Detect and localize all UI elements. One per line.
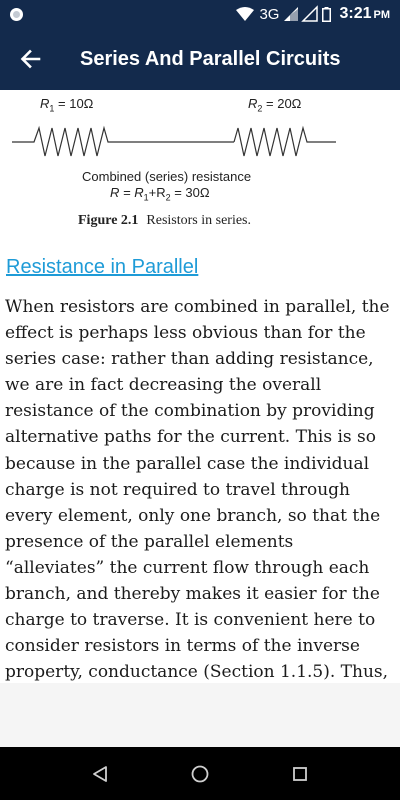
clock-ampm: PM: [373, 9, 390, 21]
network-type: 3G: [259, 5, 280, 23]
figure-number: Figure 2.1: [78, 213, 139, 228]
nav-home-icon: [190, 764, 210, 784]
r2-label: $R_2 = 20\Omega$: [248, 96, 302, 114]
arrow-back-icon: [20, 50, 40, 68]
clock-time: 3:21: [339, 5, 372, 22]
app-bar: [0, 28, 400, 90]
article-content: [0, 90, 400, 683]
nav-back-button[interactable]: [70, 747, 130, 800]
system-nav-bar: [0, 747, 400, 800]
no-signal-icon: [303, 7, 317, 21]
nav-recents-button[interactable]: [270, 747, 330, 800]
resistor-r2-zigzag: [234, 128, 336, 156]
nav-recents-icon: [292, 766, 308, 782]
clock: [339, 5, 390, 23]
r1-label: $R_1 = 10\Omega$: [40, 96, 94, 114]
wifi-icon: [236, 7, 254, 21]
status-bar: [0, 0, 400, 28]
page-title: Series And Parallel Circuits: [80, 47, 341, 70]
series-resistor-figure: [0, 90, 400, 240]
signal-icon: [284, 7, 298, 21]
battery-icon: [322, 7, 331, 22]
bottom-spacer: [0, 683, 400, 747]
combined-label: Combined (series) resistance: [82, 169, 252, 184]
back-button[interactable]: [0, 28, 60, 90]
figure-caption-text: Resistors in series.: [146, 213, 252, 228]
figure-caption: [78, 213, 251, 229]
nav-home-button[interactable]: [170, 747, 230, 800]
combined-formula: $R = R_1+R_2 = 30\Omega$: [110, 185, 210, 203]
notification-icon: [10, 8, 23, 21]
section-heading-link[interactable]: Resistance in Parallel: [6, 256, 199, 278]
resistor-r1-zigzag: [12, 128, 234, 156]
nav-back-icon: [92, 765, 108, 783]
body-paragraph: When resistors are combined in parallel, the effect is perhaps less obvious than for the series case: rather than adding resistance, we are in fact decreasing the overall resistance of the combination by providing alternative paths for the current. This is so because in the parallel case the individual charge is not required to travel through every element, only one branch, so that the presence of the parallel elements “alleviates” the current flow through each branch, and thereby makes it easier for the charge to traverse. It is convenient here to consider resistors in terms of the inverse property, conductance (Section 1.1.5). Thus,: [5, 297, 390, 683]
